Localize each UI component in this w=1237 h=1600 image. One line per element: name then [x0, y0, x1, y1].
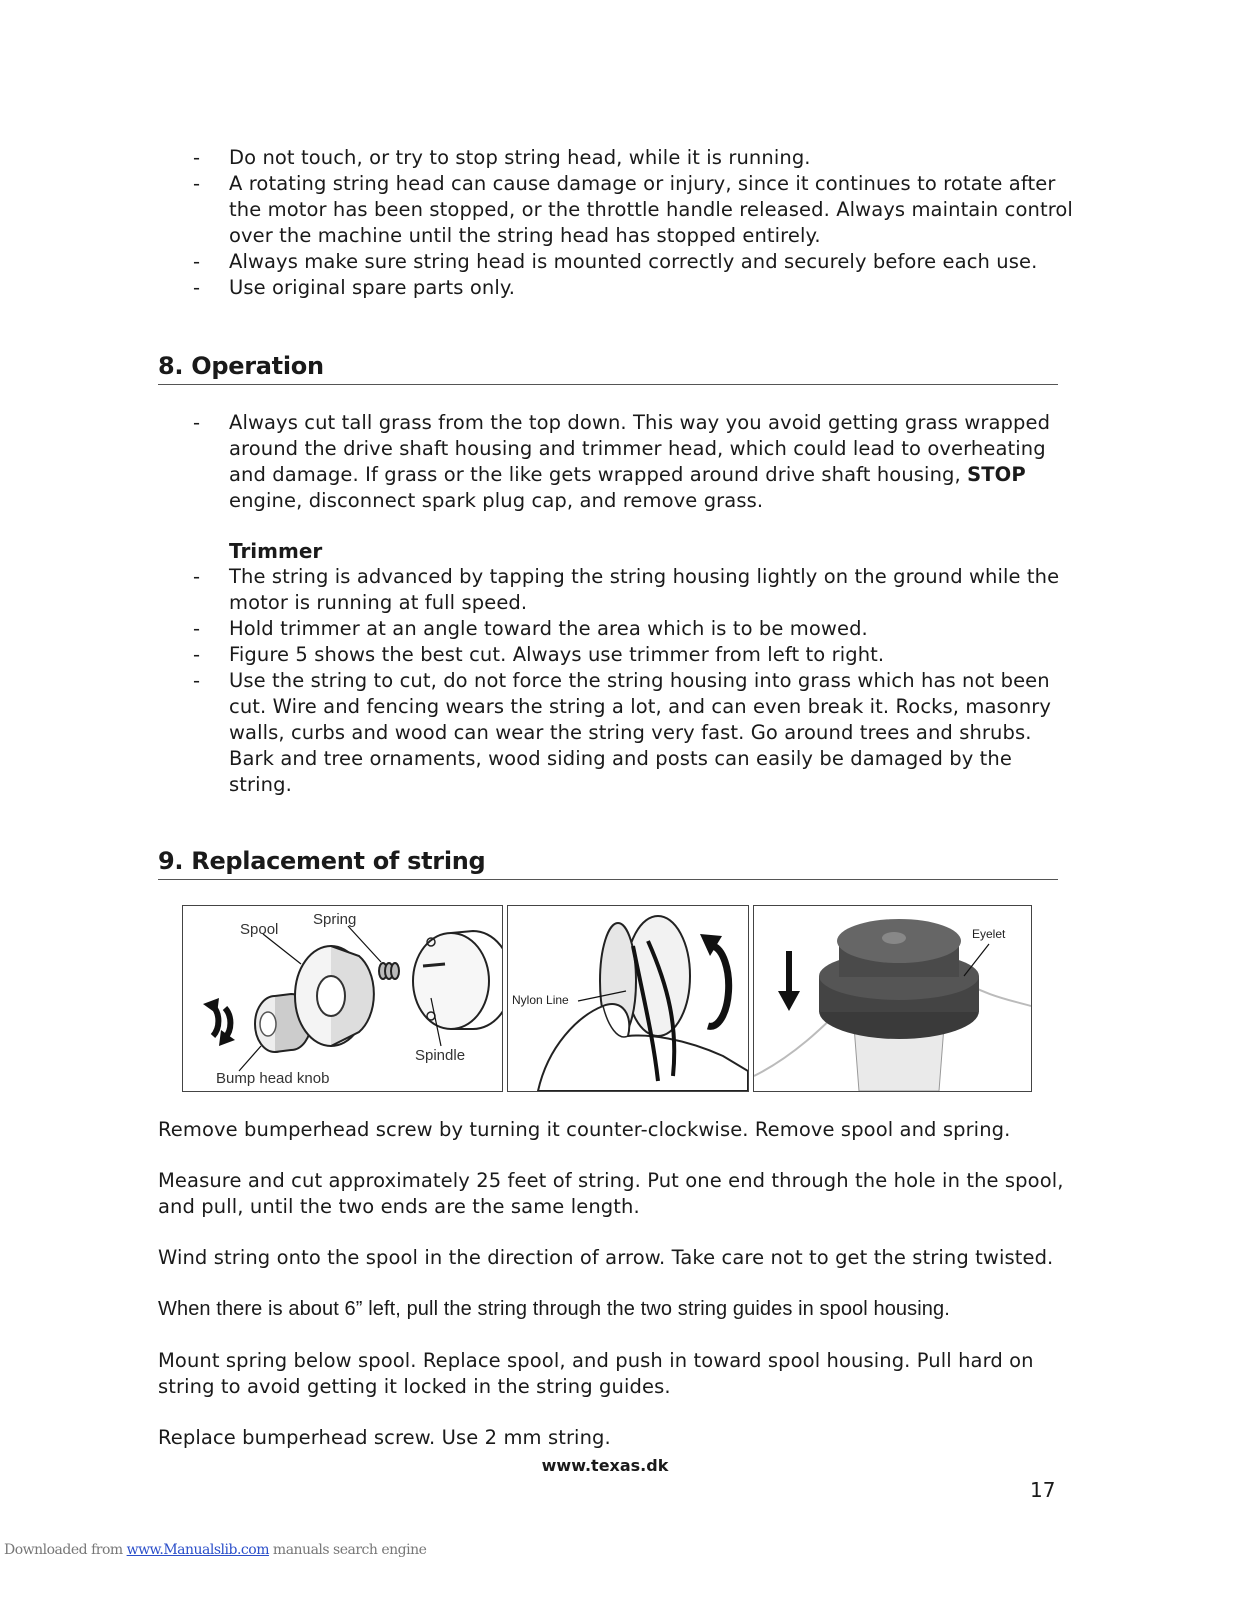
- page-number: 17: [1030, 1478, 1056, 1502]
- download-prefix: Downloaded from: [4, 1542, 127, 1558]
- safety-bullet-list: [193, 145, 1073, 301]
- spindle-shaft: [423, 964, 445, 966]
- download-note: [4, 1542, 426, 1558]
- label-nylon-line: Nylon Line: [512, 993, 569, 1007]
- safety-bullet: - A rotating string head can cause damage or injury, since it continues to rotate after the motor has been stopped, or the throttle handle released. Always maintain control over the machine until the string head has stopped entirely.: [193, 171, 1073, 249]
- intro-text-after: engine, disconnect spark plug cap, and remove grass.: [229, 489, 764, 512]
- safety-bullet: - Do not touch, or try to stop string head, while it is running.: [193, 145, 1073, 171]
- replacement-step: Replace bumperhead screw. Use 2 mm string.: [158, 1426, 611, 1449]
- replacement-step: Measure and cut approximately 25 feet of string. Put one end through the hole in the spool, and pull, until the two ends are the same length.: [158, 1169, 1064, 1218]
- trimmer-bullet: - Hold trimmer at an angle toward the area which is to be mowed.: [193, 616, 1073, 642]
- cap-center: [882, 932, 906, 944]
- operation-intro-list: [193, 410, 1073, 514]
- assembled-head-illustration: [754, 906, 1031, 1091]
- intro-text-stop: STOP: [967, 463, 1026, 486]
- trimmer-bullet-list: [193, 564, 1073, 798]
- rotate-arrowhead-left-icon: [203, 998, 219, 1014]
- trimmer-subheading: Trimmer: [229, 539, 323, 563]
- wind-arrow-icon: [708, 946, 729, 1026]
- intro-text-before: Always cut tall grass from the top down. This way you avoid getting grass wrapped around the drive shaft housing and trimmer head, which could lead to overheating and damage. If grass or the like gets wrapped around drive shaft housing,: [229, 411, 1051, 486]
- section-heading-replacement: 9. Replacement of string: [158, 845, 1058, 880]
- download-suffix: manuals search engine: [268, 1542, 427, 1558]
- bump-knob-center: [260, 1012, 276, 1036]
- figure-assembled-head: [753, 905, 1032, 1092]
- exploded-spool-illustration: [183, 906, 502, 1091]
- safety-bullet: - Use original spare parts only.: [193, 275, 1073, 301]
- section-heading-operation: 8. Operation: [158, 350, 1058, 385]
- trimmer-bullet: - Use the string to cut, do not force the string housing into grass which has not been cut. Wire and fencing wears the string a lot, and can even break it. Rocks, masonry walls, curbs and wood can wear the string very fast. Go around trees and shrubs. Bark and tree ornaments, wood siding and posts can easily be damaged by the string.: [193, 668, 1073, 798]
- label-spindle: Spindle: [415, 1047, 466, 1064]
- replacement-step: When there is about 6” left, pull the string through the two string guides in spool housing.: [158, 1298, 950, 1320]
- manualslib-link[interactable]: www.Manualslib.com: [126, 1542, 269, 1558]
- spool-housing: [413, 933, 489, 1029]
- label-spring: Spring: [313, 911, 357, 928]
- replacement-step: Mount spring below spool. Replace spool, and push in toward spool housing. Pull hard on string to avoid getting it locked in the string guides.: [158, 1349, 1034, 1398]
- spring-coil: [379, 963, 399, 979]
- label-bump-head-knob: Bump head knob: [216, 1070, 330, 1087]
- operation-intro-bullet: [193, 410, 1073, 514]
- down-arrowhead-icon: [778, 991, 800, 1011]
- figure-nylon-line: [507, 905, 749, 1092]
- safety-bullet: - Always make sure string head is mounted correctly and securely before each use.: [193, 249, 1073, 275]
- nylon-line-illustration: [508, 906, 748, 1091]
- figure-exploded-spool: [182, 905, 503, 1092]
- label-eyelet: Eyelet: [972, 927, 1006, 941]
- trimmer-bullet: - Figure 5 shows the best cut. Always use trimmer from left to right.: [193, 642, 1073, 668]
- spool-hole: [317, 976, 345, 1016]
- replacement-step: Remove bumperhead screw by turning it counter-clockwise. Remove spool and spring.: [158, 1118, 1011, 1141]
- footer-url: www.texas.dk: [541, 1456, 669, 1475]
- replacement-step: Wind string onto the spool in the direction of arrow. Take care not to get the string twisted.: [158, 1246, 1054, 1269]
- label-spool: Spool: [240, 921, 279, 938]
- trimmer-bullet: - The string is advanced by tapping the string housing lightly on the ground while the motor is running at full speed.: [193, 564, 1073, 616]
